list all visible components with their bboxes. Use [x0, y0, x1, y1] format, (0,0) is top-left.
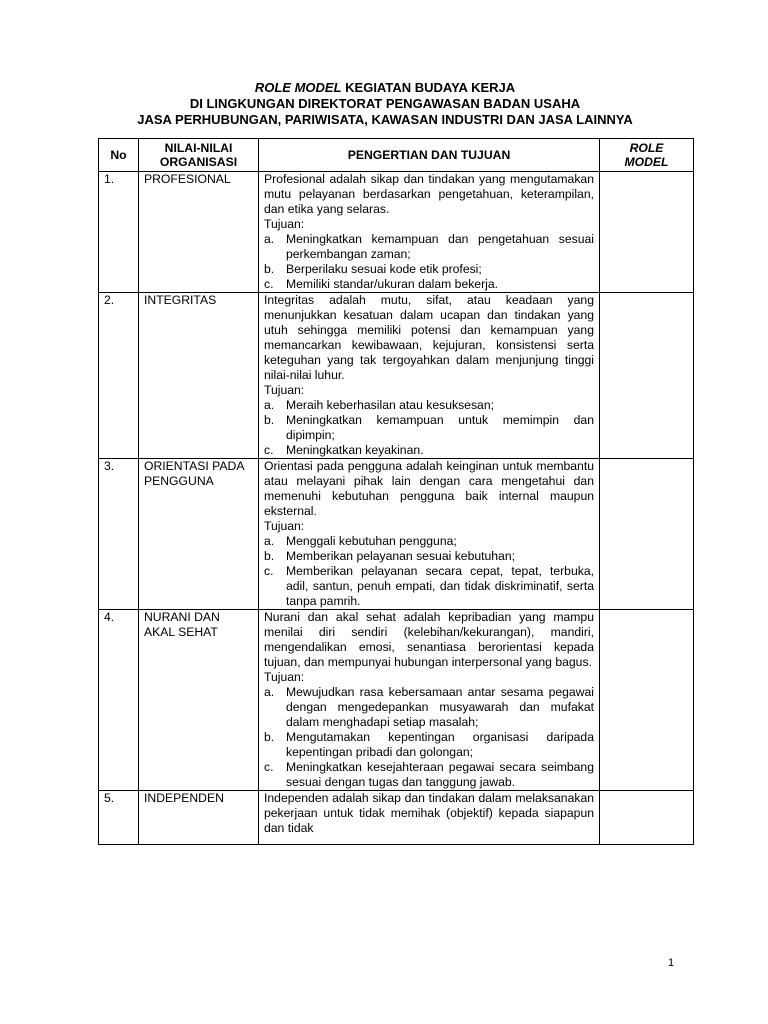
- header-nilai-line1: NILAI-NILAI: [164, 141, 233, 155]
- row-pengertian: [259, 459, 600, 610]
- row-definition: Nurani dan akal sehat adalah kepribadian yang mampu menilai diri sendiri (kelebihan/kekurangan), mandiri, mengendalikan emosi, senantiasa berorientasi kepada tujuan, dan mempunyai hubungan interpersonal yang bagus.: [264, 610, 594, 669]
- goal-letter: a.: [264, 685, 275, 699]
- title-line-1-rest: KEGIATAN BUDAYA KERJA: [341, 80, 516, 95]
- goal-text: Memberikan pelayanan sesuai kebutuhan;: [286, 549, 516, 563]
- header-nilai: [139, 139, 259, 172]
- goal-item: [264, 262, 594, 277]
- goal-letter: b.: [264, 262, 275, 276]
- goal-text: Mewujudkan rasa kebersamaan antar sesama pegawai dengan mengedepankan musyawarah dan mufakat dalam menghadapi setiap masalah;: [286, 685, 594, 729]
- header-no: No: [99, 139, 139, 172]
- row-definition: Integritas adalah mutu, sifat, atau keadaan yang menunjukkan kesatuan dalam ucapan dan tindakan yang utuh sehingga memiliki potensi dan kemampuan yang memancarkan kewibawaan, kejujuran, konsistensi serta keteguhan yang tak tergoyahkan dalam menjunjung tinggi nilai-nilai luhur.: [264, 293, 594, 382]
- goal-text: Memiliki standar/ukuran dalam bekerja.: [286, 277, 499, 291]
- row-tujuan-label: Tujuan:: [264, 383, 305, 397]
- goal-list: [264, 398, 594, 458]
- goal-text: Meningkatkan kemampuan dan pengetahuan sesuai perkembangan zaman;: [286, 232, 594, 261]
- page-number: 1: [668, 957, 675, 969]
- goal-item: [264, 277, 594, 292]
- table-row: [99, 293, 694, 459]
- table-header-row: [99, 139, 694, 172]
- goal-letter: b.: [264, 413, 275, 427]
- row-role-model-cell[interactable]: [600, 610, 694, 791]
- goal-item: [264, 760, 594, 790]
- goal-item: [264, 730, 594, 760]
- table-row: [99, 610, 694, 791]
- table-row: [99, 172, 694, 293]
- title-role-model: ROLE MODEL: [254, 80, 342, 95]
- row-role-model-cell[interactable]: [600, 172, 694, 293]
- goal-text: Meraih keberhasilan atau kesuksesan;: [286, 398, 494, 412]
- goal-letter: c.: [264, 760, 274, 774]
- header-role-model: [600, 139, 694, 172]
- title-line-2: DI LINGKUNGAN DIREKTORAT PENGAWASAN BADAN USAHA: [189, 96, 581, 111]
- goal-text: Meningkatkan keyakinan.: [286, 443, 424, 457]
- row-number: 2.: [99, 293, 139, 459]
- row-nilai: PROFESIONAL: [139, 172, 259, 293]
- goal-letter: c.: [264, 277, 274, 291]
- row-tujuan-label: Tujuan:: [264, 217, 305, 231]
- row-number: 3.: [99, 459, 139, 610]
- row-role-model-cell[interactable]: [600, 293, 694, 459]
- row-pengertian: [259, 293, 600, 459]
- row-number: 1.: [99, 172, 139, 293]
- goal-item: [264, 398, 594, 413]
- goal-letter: b.: [264, 730, 275, 744]
- header-pengertian: PENGERTIAN DAN TUJUAN: [259, 139, 600, 172]
- goal-text: Meningkatkan kemampuan untuk memimpin dan dipimpin;: [286, 413, 594, 442]
- row-nilai: NURANI DAN AKAL SEHAT: [139, 610, 259, 791]
- goal-letter: c.: [264, 443, 274, 457]
- goal-item: [264, 413, 594, 443]
- goal-list: [264, 232, 594, 292]
- table-row: [99, 791, 694, 845]
- row-role-model-cell[interactable]: [600, 459, 694, 610]
- row-nilai: INDEPENDEN: [139, 791, 259, 845]
- goal-item: [264, 534, 594, 549]
- row-definition: Profesional adalah sikap dan tindakan yang mengutamakan mutu pelayanan berdasarkan pengetahuan, keterampilan, dan etika yang selaras.: [264, 172, 594, 216]
- goal-item: [264, 685, 594, 730]
- row-pengertian: [259, 610, 600, 791]
- goal-list: [264, 534, 594, 609]
- row-pengertian: [259, 791, 600, 845]
- role-model-table: [98, 138, 694, 845]
- title-line-1: [60, 80, 710, 96]
- row-nilai: ORIENTASI PADA PENGGUNA: [139, 459, 259, 610]
- row-tujuan-label: Tujuan:: [264, 519, 305, 533]
- goal-item: [264, 549, 594, 564]
- row-tujuan-label: Tujuan:: [264, 670, 305, 684]
- goal-text: Memberikan pelayanan secara cepat, tepat, terbuka, adil, santun, penuh empati, dan tidak diskriminatif, serta tanpa pamrih.: [286, 564, 594, 608]
- header-nilai-line2: ORGANISASI: [159, 155, 238, 169]
- goal-letter: a.: [264, 232, 275, 246]
- goal-letter: c.: [264, 564, 274, 578]
- goal-text: Mengutamakan kepentingan organisasi daripada kepentingan pribadi dan golongan;: [286, 730, 594, 759]
- goal-letter: a.: [264, 398, 275, 412]
- goal-list: [264, 685, 594, 790]
- header-role-line1: ROLE: [629, 141, 664, 155]
- goal-item: [264, 564, 594, 609]
- row-role-model-cell[interactable]: [600, 791, 694, 845]
- row-number: 5.: [99, 791, 139, 845]
- row-nilai: INTEGRITAS: [139, 293, 259, 459]
- goal-item: [264, 443, 594, 458]
- goal-item: [264, 232, 594, 262]
- header-role-line2: MODEL: [624, 155, 669, 169]
- document-title: [60, 80, 710, 128]
- row-number: 4.: [99, 610, 139, 791]
- goal-text: Meningkatkan kesejahteraan pegawai secara seimbang sesuai dengan tugas dan tanggung jawab.: [286, 760, 594, 789]
- title-line-3: JASA PERHUBUNGAN, PARIWISATA, KAWASAN INDUSTRI DAN JASA LAINNYA: [137, 112, 633, 127]
- goal-letter: b.: [264, 549, 275, 563]
- goal-text: Berperilaku sesuai kode etik profesi;: [286, 262, 482, 276]
- goal-letter: a.: [264, 534, 275, 548]
- table-row: [99, 459, 694, 610]
- row-definition: Orientasi pada pengguna adalah keinginan untuk membantu atau melayani pihak lain dengan cara mengetahui dan memenuhi kebutuhan pengguna baik internal maupun eksternal.: [264, 459, 594, 518]
- row-definition: Independen adalah sikap dan tindakan dalam melaksanakan pekerjaan untuk tidak memihak (objektif) kepada siapapun dan tidak: [264, 791, 594, 835]
- goal-text: Menggali kebutuhan pengguna;: [286, 534, 457, 548]
- row-pengertian: [259, 172, 600, 293]
